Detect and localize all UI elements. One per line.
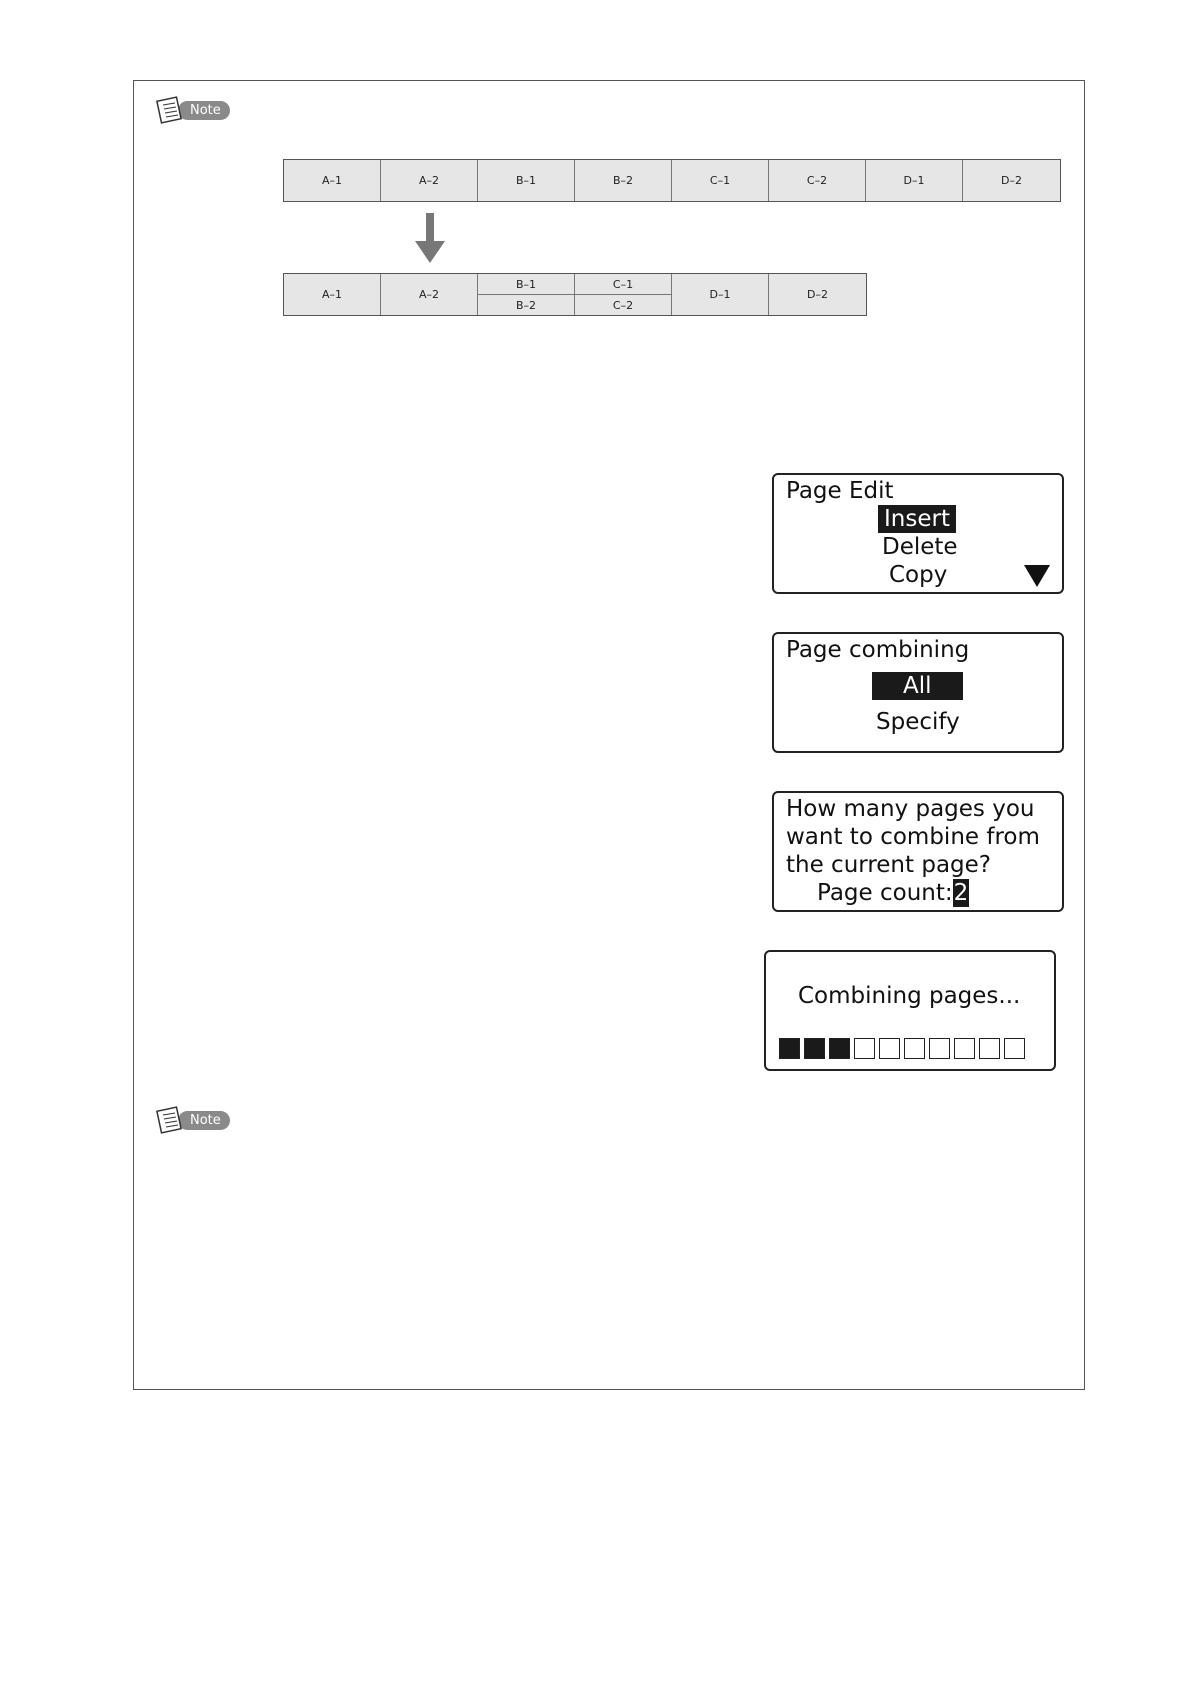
page-cell-bottom: C–2	[612, 298, 634, 312]
progress-bar	[779, 1038, 1025, 1059]
prompt-line-2: want to combine from	[786, 824, 1040, 850]
content-frame	[133, 80, 1085, 1390]
progress-block-empty	[954, 1038, 975, 1059]
page-cell: B–2	[575, 160, 672, 201]
progress-block-filled	[829, 1038, 850, 1059]
progress-block-empty	[854, 1038, 875, 1059]
page-cell-top: B–1	[478, 274, 574, 295]
page-count-field	[817, 879, 969, 907]
note-label: Note	[178, 1111, 230, 1130]
progress-block-empty	[879, 1038, 900, 1059]
prompt-line-3: the current page?	[786, 852, 991, 878]
page-cell-top: C–1	[575, 274, 671, 295]
page-cell: D–2	[1001, 174, 1022, 187]
progress-block-empty	[1004, 1038, 1025, 1059]
lcd-title: Page Edit	[786, 478, 894, 504]
pages-after-strip	[283, 273, 867, 316]
menu-item-all: All	[872, 672, 963, 700]
page-cell-bottom: B–2	[515, 298, 537, 312]
lcd-combining-progress	[764, 950, 1056, 1071]
menu-item-copy: Copy	[889, 562, 948, 588]
note-badge	[156, 1105, 230, 1135]
pages-before-strip	[283, 159, 1061, 202]
down-arrow-icon	[415, 213, 445, 263]
page-count-label: Page count:	[817, 880, 953, 906]
page-cell: C–1	[672, 160, 769, 201]
notepad-icon	[156, 1105, 184, 1135]
note-label: Note	[178, 101, 230, 120]
progress-block-filled	[779, 1038, 800, 1059]
page-count-value: 2	[953, 880, 969, 906]
combined-page-cell	[575, 274, 672, 315]
scroll-down-icon	[1024, 565, 1050, 587]
menu-item-insert: Insert	[878, 505, 956, 533]
progress-block-empty	[904, 1038, 925, 1059]
page-cell: D–1	[672, 274, 769, 315]
page-cell: C–2	[769, 160, 866, 201]
page-cell: D–2	[807, 288, 828, 301]
progress-block-empty	[929, 1038, 950, 1059]
combining-status-text: Combining pages...	[798, 983, 1021, 1009]
menu-item-specify: Specify	[876, 709, 960, 735]
notepad-icon	[156, 95, 184, 125]
progress-block-empty	[979, 1038, 1000, 1059]
page-cell: A–1	[284, 274, 381, 315]
prompt-line-1: How many pages you	[786, 796, 1035, 822]
menu-item-delete: Delete	[882, 534, 958, 560]
progress-block-filled	[804, 1038, 825, 1059]
note-badge	[156, 95, 230, 125]
lcd-page-count	[772, 791, 1064, 912]
page-cell: D–1	[866, 160, 963, 201]
page-cell: A–2	[381, 274, 478, 315]
lcd-page-edit	[772, 473, 1064, 594]
page-cell: A–2	[381, 160, 478, 201]
lcd-title: Page combining	[786, 637, 970, 663]
page-cell: B–1	[478, 160, 575, 201]
page-cell: A–1	[284, 160, 381, 201]
combined-page-cell	[478, 274, 575, 315]
lcd-page-combining	[772, 632, 1064, 753]
